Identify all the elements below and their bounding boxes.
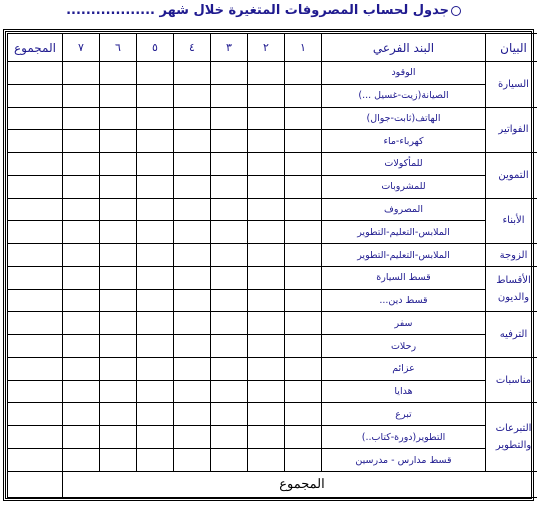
table-row bbox=[8, 107, 537, 130]
bullet-circle-icon bbox=[451, 6, 461, 16]
week-3-cell[interactable] bbox=[211, 335, 248, 358]
table-row bbox=[8, 403, 537, 426]
week-3-cell[interactable] bbox=[211, 312, 248, 335]
week-4-cell[interactable] bbox=[174, 84, 211, 107]
week-7-cell[interactable] bbox=[63, 380, 100, 403]
week-6-cell[interactable] bbox=[100, 175, 137, 198]
week-2-cell[interactable] bbox=[248, 403, 285, 426]
header-week-7: ٧ bbox=[63, 34, 100, 62]
header-week-3: ٣ bbox=[211, 34, 248, 62]
week-7-cell[interactable] bbox=[63, 221, 100, 244]
week-7-cell[interactable] bbox=[63, 289, 100, 312]
week-5-cell[interactable] bbox=[137, 130, 174, 153]
header-week-2: ٢ bbox=[248, 34, 285, 62]
week-5-cell[interactable] bbox=[137, 84, 174, 107]
table-row bbox=[8, 153, 537, 176]
week-6-cell[interactable] bbox=[100, 403, 137, 426]
table-row bbox=[8, 266, 537, 289]
category-label: الفواتير bbox=[486, 107, 537, 153]
row-total-cell[interactable] bbox=[8, 221, 63, 244]
week-2-cell[interactable] bbox=[248, 312, 285, 335]
week-3-cell[interactable] bbox=[211, 84, 248, 107]
header-week-6: ٦ bbox=[100, 34, 137, 62]
week-6-cell[interactable] bbox=[100, 426, 137, 449]
week-2-cell[interactable] bbox=[248, 62, 285, 85]
week-7-cell[interactable] bbox=[63, 198, 100, 221]
week-5-cell[interactable] bbox=[137, 244, 174, 267]
row-total-cell[interactable] bbox=[8, 426, 63, 449]
week-1-cell[interactable] bbox=[285, 221, 322, 244]
week-3-cell[interactable] bbox=[211, 403, 248, 426]
table-row bbox=[8, 62, 537, 85]
week-4-cell[interactable] bbox=[174, 312, 211, 335]
week-3-cell[interactable] bbox=[211, 380, 248, 403]
subitem-label: الملابس-التعليم-التطوير bbox=[322, 221, 486, 244]
table-row bbox=[8, 335, 537, 358]
week-4-cell[interactable] bbox=[174, 221, 211, 244]
row-total-cell[interactable] bbox=[8, 153, 63, 176]
subitem-label: قسط مدارس - مدرسين bbox=[322, 449, 486, 472]
week-1-cell[interactable] bbox=[285, 153, 322, 176]
week-6-cell[interactable] bbox=[100, 357, 137, 380]
week-3-cell[interactable] bbox=[211, 357, 248, 380]
week-1-cell[interactable] bbox=[285, 289, 322, 312]
category-label: التبرعات والتطوير bbox=[486, 403, 537, 472]
week-1-cell[interactable] bbox=[285, 84, 322, 107]
subitem-label: للمشروبات bbox=[322, 175, 486, 198]
week-2-cell[interactable] bbox=[248, 130, 285, 153]
week-6-cell[interactable] bbox=[100, 312, 137, 335]
table-row bbox=[8, 449, 537, 472]
week-2-cell[interactable] bbox=[248, 449, 285, 472]
subitem-label: رحلات bbox=[322, 335, 486, 358]
week-3-cell[interactable] bbox=[211, 153, 248, 176]
row-total-cell[interactable] bbox=[8, 84, 63, 107]
table-row bbox=[8, 198, 537, 221]
category-label: مناسبات bbox=[486, 357, 537, 403]
week-4-cell[interactable] bbox=[174, 62, 211, 85]
week-1-cell[interactable] bbox=[285, 198, 322, 221]
week-2-cell[interactable] bbox=[248, 380, 285, 403]
category-label: الترفيه bbox=[486, 312, 537, 358]
subitem-label: تبرع bbox=[322, 403, 486, 426]
week-7-cell[interactable] bbox=[63, 62, 100, 85]
week-7-cell[interactable] bbox=[63, 357, 100, 380]
week-6-cell[interactable] bbox=[100, 335, 137, 358]
subitem-label: سفر bbox=[322, 312, 486, 335]
row-total-cell[interactable] bbox=[8, 289, 63, 312]
week-6-cell[interactable] bbox=[100, 62, 137, 85]
week-7-cell[interactable] bbox=[63, 84, 100, 107]
subitem-label: عزائم bbox=[322, 357, 486, 380]
week-5-cell[interactable] bbox=[137, 335, 174, 358]
subitem-label: كهرباء-ماء bbox=[322, 130, 486, 153]
header-week-4: ٤ bbox=[174, 34, 211, 62]
week-2-cell[interactable] bbox=[248, 266, 285, 289]
week-1-cell[interactable] bbox=[285, 62, 322, 85]
subitem-label: الملابس-التعليم-التطوير bbox=[322, 244, 486, 267]
week-1-cell[interactable] bbox=[285, 175, 322, 198]
week-1-cell[interactable] bbox=[285, 335, 322, 358]
week-1-cell[interactable] bbox=[285, 426, 322, 449]
footer-total-label: المجموع bbox=[63, 472, 537, 498]
row-total-cell[interactable] bbox=[8, 380, 63, 403]
week-1-cell[interactable] bbox=[285, 266, 322, 289]
category-label: الأبناء bbox=[486, 198, 537, 244]
week-7-cell[interactable] bbox=[63, 449, 100, 472]
week-4-cell[interactable] bbox=[174, 380, 211, 403]
week-4-cell[interactable] bbox=[174, 153, 211, 176]
subitem-label: الهاتف(ثابت-جوال) bbox=[322, 107, 486, 130]
header-row bbox=[8, 34, 537, 62]
header-total: المجموع bbox=[8, 34, 63, 62]
row-total-cell[interactable] bbox=[8, 244, 63, 267]
week-3-cell[interactable] bbox=[211, 244, 248, 267]
table-row bbox=[8, 312, 537, 335]
table-body bbox=[8, 62, 537, 472]
week-5-cell[interactable] bbox=[137, 198, 174, 221]
week-5-cell[interactable] bbox=[137, 107, 174, 130]
week-1-cell[interactable] bbox=[285, 449, 322, 472]
category-label: السيارة bbox=[486, 62, 537, 108]
week-7-cell[interactable] bbox=[63, 312, 100, 335]
subitem-label: المصروف bbox=[322, 198, 486, 221]
week-3-cell[interactable] bbox=[211, 62, 248, 85]
week-3-cell[interactable] bbox=[211, 289, 248, 312]
header-week-1: ١ bbox=[285, 34, 322, 62]
week-2-cell[interactable] bbox=[248, 426, 285, 449]
week-4-cell[interactable] bbox=[174, 426, 211, 449]
week-2-cell[interactable] bbox=[248, 289, 285, 312]
week-4-cell[interactable] bbox=[174, 357, 211, 380]
row-total-cell[interactable] bbox=[8, 62, 63, 85]
week-4-cell[interactable] bbox=[174, 244, 211, 267]
week-2-cell[interactable] bbox=[248, 357, 285, 380]
table-row bbox=[8, 244, 537, 267]
week-7-cell[interactable] bbox=[63, 403, 100, 426]
week-4-cell[interactable] bbox=[174, 289, 211, 312]
week-2-cell[interactable] bbox=[248, 198, 285, 221]
week-6-cell[interactable] bbox=[100, 130, 137, 153]
week-2-cell[interactable] bbox=[248, 335, 285, 358]
table-row bbox=[8, 84, 537, 107]
week-4-cell[interactable] bbox=[174, 107, 211, 130]
week-5-cell[interactable] bbox=[137, 426, 174, 449]
week-3-cell[interactable] bbox=[211, 426, 248, 449]
row-total-cell[interactable] bbox=[8, 449, 63, 472]
row-total-cell[interactable] bbox=[8, 130, 63, 153]
week-4-cell[interactable] bbox=[174, 335, 211, 358]
week-6-cell[interactable] bbox=[100, 198, 137, 221]
footer-total-cell[interactable] bbox=[8, 472, 63, 498]
row-total-cell[interactable] bbox=[8, 335, 63, 358]
week-6-cell[interactable] bbox=[100, 449, 137, 472]
week-7-cell[interactable] bbox=[63, 107, 100, 130]
week-2-cell[interactable] bbox=[248, 153, 285, 176]
week-6-cell[interactable] bbox=[100, 266, 137, 289]
week-4-cell[interactable] bbox=[174, 130, 211, 153]
week-1-cell[interactable] bbox=[285, 380, 322, 403]
week-2-cell[interactable] bbox=[248, 221, 285, 244]
week-1-cell[interactable] bbox=[285, 130, 322, 153]
week-7-cell[interactable] bbox=[63, 266, 100, 289]
week-7-cell[interactable] bbox=[63, 426, 100, 449]
page-title: جدول لحساب المصروفات المتغيرة خلال شهر .................. bbox=[66, 3, 449, 18]
week-7-cell[interactable] bbox=[63, 130, 100, 153]
subitem-label: الوقود bbox=[322, 62, 486, 85]
week-2-cell[interactable] bbox=[248, 175, 285, 198]
subitem-label: قسط السيارة bbox=[322, 266, 486, 289]
table-row bbox=[8, 357, 537, 380]
row-total-cell[interactable] bbox=[8, 107, 63, 130]
week-4-cell[interactable] bbox=[174, 198, 211, 221]
week-5-cell[interactable] bbox=[137, 449, 174, 472]
row-total-cell[interactable] bbox=[8, 266, 63, 289]
week-1-cell[interactable] bbox=[285, 107, 322, 130]
week-5-cell[interactable] bbox=[137, 153, 174, 176]
week-3-cell[interactable] bbox=[211, 221, 248, 244]
week-7-cell[interactable] bbox=[63, 244, 100, 267]
week-5-cell[interactable] bbox=[137, 380, 174, 403]
week-3-cell[interactable] bbox=[211, 175, 248, 198]
subitem-label: قسط دين... bbox=[322, 289, 486, 312]
header-category: البيان bbox=[486, 34, 537, 62]
week-6-cell[interactable] bbox=[100, 221, 137, 244]
week-3-cell[interactable] bbox=[211, 107, 248, 130]
header-subitem: البند الفرعي bbox=[322, 34, 486, 62]
week-4-cell[interactable] bbox=[174, 175, 211, 198]
week-1-cell[interactable] bbox=[285, 312, 322, 335]
week-6-cell[interactable] bbox=[100, 289, 137, 312]
week-7-cell[interactable] bbox=[63, 153, 100, 176]
footer-total-row bbox=[8, 472, 537, 498]
week-6-cell[interactable] bbox=[100, 380, 137, 403]
week-5-cell[interactable] bbox=[137, 403, 174, 426]
category-label: الزوجة bbox=[486, 244, 537, 267]
table-row bbox=[8, 175, 537, 198]
week-4-cell[interactable] bbox=[174, 266, 211, 289]
week-3-cell[interactable] bbox=[211, 449, 248, 472]
table-row bbox=[8, 221, 537, 244]
subitem-label: للمأكولات bbox=[322, 153, 486, 176]
week-5-cell[interactable] bbox=[137, 312, 174, 335]
subitem-label: هدايا bbox=[322, 380, 486, 403]
week-6-cell[interactable] bbox=[100, 84, 137, 107]
week-7-cell[interactable] bbox=[63, 175, 100, 198]
row-total-cell[interactable] bbox=[8, 357, 63, 380]
expense-table bbox=[7, 33, 537, 498]
row-total-cell[interactable] bbox=[8, 403, 63, 426]
week-5-cell[interactable] bbox=[137, 221, 174, 244]
week-3-cell[interactable] bbox=[211, 266, 248, 289]
week-7-cell[interactable] bbox=[63, 335, 100, 358]
row-total-cell[interactable] bbox=[8, 175, 63, 198]
category-label: الأقساط والديون bbox=[486, 266, 537, 312]
table-row bbox=[8, 426, 537, 449]
week-1-cell[interactable] bbox=[285, 244, 322, 267]
week-4-cell[interactable] bbox=[174, 403, 211, 426]
subitem-label: التطوير(دورة-كتاب..) bbox=[322, 426, 486, 449]
category-label: التموين bbox=[486, 153, 537, 199]
row-total-cell[interactable] bbox=[8, 312, 63, 335]
row-total-cell[interactable] bbox=[8, 198, 63, 221]
week-5-cell[interactable] bbox=[137, 62, 174, 85]
week-5-cell[interactable] bbox=[137, 266, 174, 289]
subitem-label: الصيانة(زيت-غسيل ...) bbox=[322, 84, 486, 107]
table-row bbox=[8, 380, 537, 403]
week-2-cell[interactable] bbox=[248, 244, 285, 267]
week-2-cell[interactable] bbox=[248, 107, 285, 130]
table-row bbox=[8, 289, 537, 312]
week-3-cell[interactable] bbox=[211, 198, 248, 221]
week-1-cell[interactable] bbox=[285, 403, 322, 426]
week-5-cell[interactable] bbox=[137, 289, 174, 312]
week-6-cell[interactable] bbox=[100, 107, 137, 130]
week-6-cell[interactable] bbox=[100, 153, 137, 176]
week-3-cell[interactable] bbox=[211, 130, 248, 153]
week-5-cell[interactable] bbox=[137, 175, 174, 198]
week-6-cell[interactable] bbox=[100, 244, 137, 267]
week-2-cell[interactable] bbox=[248, 84, 285, 107]
week-5-cell[interactable] bbox=[137, 357, 174, 380]
title-row bbox=[0, 0, 537, 26]
week-4-cell[interactable] bbox=[174, 449, 211, 472]
header-week-5: ٥ bbox=[137, 34, 174, 62]
week-1-cell[interactable] bbox=[285, 357, 322, 380]
table-row bbox=[8, 130, 537, 153]
